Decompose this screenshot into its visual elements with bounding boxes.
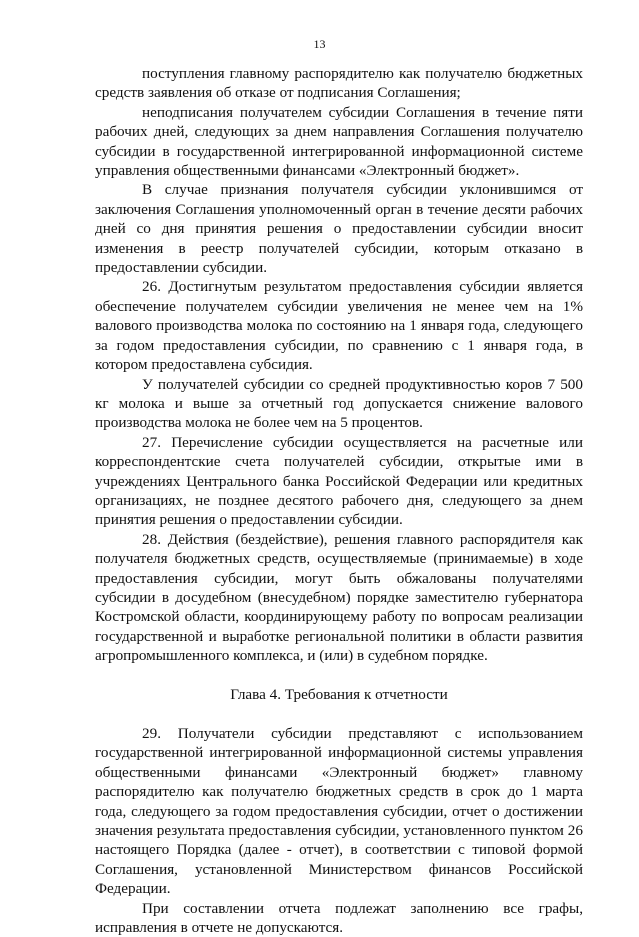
paragraph-non-signing: неподписания получателем субсидии Соглашения в течение пяти рабочих дней, следующих за днем направления Соглашения получателю субсидии в государственной интегрированной информационной системе управления общественными финансами «Электронный бюджет». [95, 103, 583, 180]
paragraph-refusal-statement: поступления главному распорядителю как получателю бюджетных средств заявления об отказе от подписания Соглашения; [95, 65, 583, 102]
paragraph-clause-29: 29. Получатели субсидии представляют с использованием государственной интегрированной информационной системы управления общественными финансами «Электронный бюджет» главному распорядителю как получателю бюджетных средств в срок до 1 марта года, следующего за годом предоставления субсидии, отчет о достижении значения результата предоставления субсидии, установленного пунктом 26 настоящего Порядка (далее - отчет), в соответствии с типовой формой Соглашения, установленной Министерством финансов Российской Федерации. [95, 725, 583, 898]
paragraph-clause-28: 28. Действия (бездействие), решения главного распорядителя как получателя бюджетных средств, осуществляемые (принимаемые) в ходе предоставления субсидии, могут быть обжалованы получателями субсидии в досудебном (внесудебном) порядке заместителю губернатора Костромской области, координирующему работу по вопросам реализации государственной и выработке региональной политики в области развития агропромышленного комплекса, и (или) в судебном порядке. [95, 530, 583, 665]
paragraph-clause-26: 26. Достигнутым результатом предоставления субсидии является обеспечение получателем субсидии увеличения не менее чем на 1% валового производства молока по состоянию на 1 января года, следующего за годом предоставления субсидии, по сравнению с 1 января года, в котором предоставлена субсидия. [95, 278, 583, 374]
paragraph-clause-27: 27. Перечисление субсидии осуществляется на расчетные или корреспондентские счета получателей субсидии, открытые ими в учреждениях Центрального банка Российской Федерации или кредитных организациях, не позднее десятого рабочего дня, следующего за днем принятия решения о предоставлении субсидии. [95, 433, 583, 529]
paragraph-productivity-exception: У получателей субсидии со средней продуктивностью коров 7 500 кг молока и выше за отчетный год допускается снижение валового производства молока не более чем на 5 процентов. [95, 375, 583, 432]
page-number: 13 [313, 37, 326, 51]
paragraph-evasion-registry: В случае признания получателя субсидии уклонившимся от заключения Соглашения уполномоченный орган в течение десяти рабочих дней со дня принятия решения о предоставлении субсидии вносит изменения в реестр получателей субсидии, которым отказано в предоставлении субсидии. [95, 181, 583, 277]
paragraph-report-filling: При составлении отчета подлежат заполнению все графы, исправления в отчете не допускаются. [95, 899, 583, 937]
document-body [95, 64, 583, 937]
chapter-title: Глава 4. Требования к отчетности [230, 685, 448, 703]
